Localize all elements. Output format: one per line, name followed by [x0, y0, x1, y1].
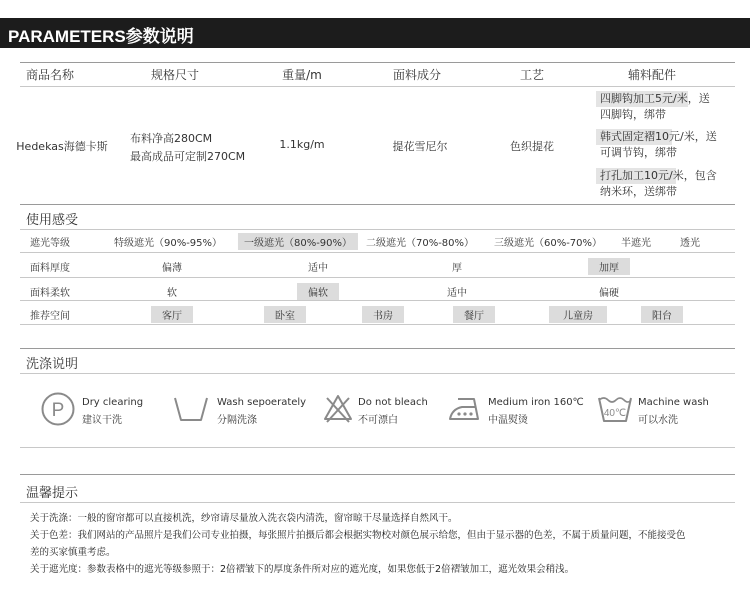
- thickness-option: 厚: [452, 263, 462, 274]
- no-bleach-label-en: Do not bleach: [358, 397, 428, 408]
- softness-option: 软: [167, 288, 177, 299]
- machine-wash-label-en: Machine wash: [638, 397, 709, 408]
- shading-option: 半遮光: [621, 238, 651, 249]
- column-header-craft: 工艺: [519, 68, 545, 82]
- room-option: 客厅: [151, 306, 193, 323]
- accessory-3-line2: 纳米环，送绑带: [600, 185, 677, 198]
- shading-option-selected: 一级遮光（80%-90%）: [238, 233, 358, 250]
- room-option: 阳台: [641, 306, 683, 323]
- usage-row-rule: [20, 252, 735, 253]
- shading-option: 三级遮光（60%-70%）: [493, 238, 603, 249]
- wash-title-rule: [20, 373, 735, 374]
- accessory-3-line1: 打孔加工10元/米，包含: [600, 169, 717, 182]
- softness-option: 适中: [447, 288, 467, 299]
- material-value: 提花雪尼尔: [392, 140, 448, 153]
- product-name: Hedekas海德卡斯: [16, 140, 108, 153]
- accessory-1-line1: 四脚钩加工5元/米，送: [600, 92, 710, 105]
- hand-wash-basin-icon: [172, 394, 210, 424]
- tip-washing: 关于洗涤：一般的窗帘都可以直接机洗，纱帘请尽量放入洗衣袋内清洗，窗帘晾干尽量选择自然风干。: [30, 513, 458, 524]
- size-max-height: 最高成品可定制270CM: [130, 150, 246, 163]
- usage-bottom-rule: [20, 324, 735, 325]
- wash-separately-label-cn: 分隔洗涤: [217, 415, 257, 426]
- page-title: PARAMETERS参数说明: [8, 27, 194, 46]
- dry-clean-label-cn: 建议干洗: [82, 415, 122, 426]
- iron-label-en: Medium iron 160℃: [488, 397, 584, 408]
- weight-value: 1.1kg/m: [279, 138, 325, 151]
- shading-label: 遮光等级: [30, 238, 70, 249]
- iron-label-cn: 中温熨烫: [488, 415, 528, 426]
- column-header-size: 规格尺寸: [150, 68, 200, 82]
- usage-section-title: 使用感受: [26, 213, 79, 228]
- wash-separately-label-en: Wash sepoerately: [217, 397, 307, 408]
- wash-bottom-rule: [20, 447, 735, 448]
- usage-row-rule: [20, 300, 735, 301]
- room-option: 餐厅: [453, 306, 495, 323]
- accessory-1-line2: 四脚钩，绑带: [600, 108, 666, 121]
- table-top-rule: [20, 62, 735, 63]
- room-option: 书房: [362, 306, 404, 323]
- no-bleach-icon: [322, 392, 354, 424]
- thickness-option: 适中: [308, 263, 328, 274]
- room-option: 卧室: [264, 306, 306, 323]
- tip-shading: 关于遮光度：参数表格中的遮光等级参照于：2倍褶皱下的厚度条件所对应的遮光度，如果您低于2倍褶皱加工，遮光效果会稍浅。: [30, 564, 575, 575]
- dry-clean-icon: [40, 391, 76, 427]
- no-bleach-label-cn: 不可漂白: [358, 415, 398, 426]
- usage-row-rule: [20, 277, 735, 278]
- shading-option: 特级遮光（90%-95%）: [113, 238, 223, 249]
- wash-section-title: 洗涤说明: [26, 357, 79, 372]
- tips-top-rule: [20, 474, 735, 475]
- column-header-material: 面料成分: [392, 68, 442, 82]
- wash-top-rule: [20, 348, 735, 349]
- thickness-label: 面料厚度: [30, 263, 70, 274]
- shading-option: 二级遮光（70%-80%）: [365, 238, 475, 249]
- dry-clean-label-en: Dry clearing: [82, 397, 144, 408]
- shading-option: 透光: [680, 238, 700, 249]
- usage-rule: [20, 229, 735, 230]
- room-option: 儿童房: [549, 306, 607, 323]
- iron-icon: [448, 395, 484, 423]
- svg-text:40℃: 40℃: [603, 408, 627, 419]
- softness-label: 面料柔软: [30, 288, 70, 299]
- thickness-option: 偏薄: [162, 263, 182, 274]
- accessory-2-line1: 韩式固定褶10元/米，送: [600, 130, 717, 143]
- tip-color-difference-cont: 差的买家慎重考虑。: [30, 547, 116, 558]
- table-bottom-rule: [20, 204, 735, 205]
- table-header-rule: [20, 86, 735, 87]
- svg-text:P: P: [51, 400, 65, 421]
- tips-section-title: 温馨提示: [26, 486, 79, 501]
- column-header-name: 商品名称: [25, 68, 75, 82]
- softness-option-selected: 偏软: [297, 283, 339, 300]
- softness-option: 偏硬: [599, 288, 619, 299]
- accessory-2-line2: 可调节钩，绑带: [600, 146, 677, 159]
- craft-value: 色织提花: [510, 140, 554, 153]
- machine-wash-label-cn: 可以水洗: [638, 415, 678, 426]
- tips-title-rule: [20, 502, 735, 503]
- tip-color-difference: 关于色差：我们网站的产品照片是我们公司专业拍摄，每张照片拍摄后都会根据实物校对颜色展示给您，但由于显示器的色差，不属于质量问题，不能接受色: [30, 530, 686, 541]
- column-header-accessories: 辅料配件: [627, 68, 677, 82]
- size-net-height: 布料净高280CM: [130, 132, 213, 145]
- machine-wash-icon: [596, 392, 634, 424]
- thickness-option-selected: 加厚: [588, 258, 630, 275]
- rooms-label: 推荐空间: [30, 311, 70, 322]
- column-header-weight: 重量/m: [282, 68, 322, 82]
